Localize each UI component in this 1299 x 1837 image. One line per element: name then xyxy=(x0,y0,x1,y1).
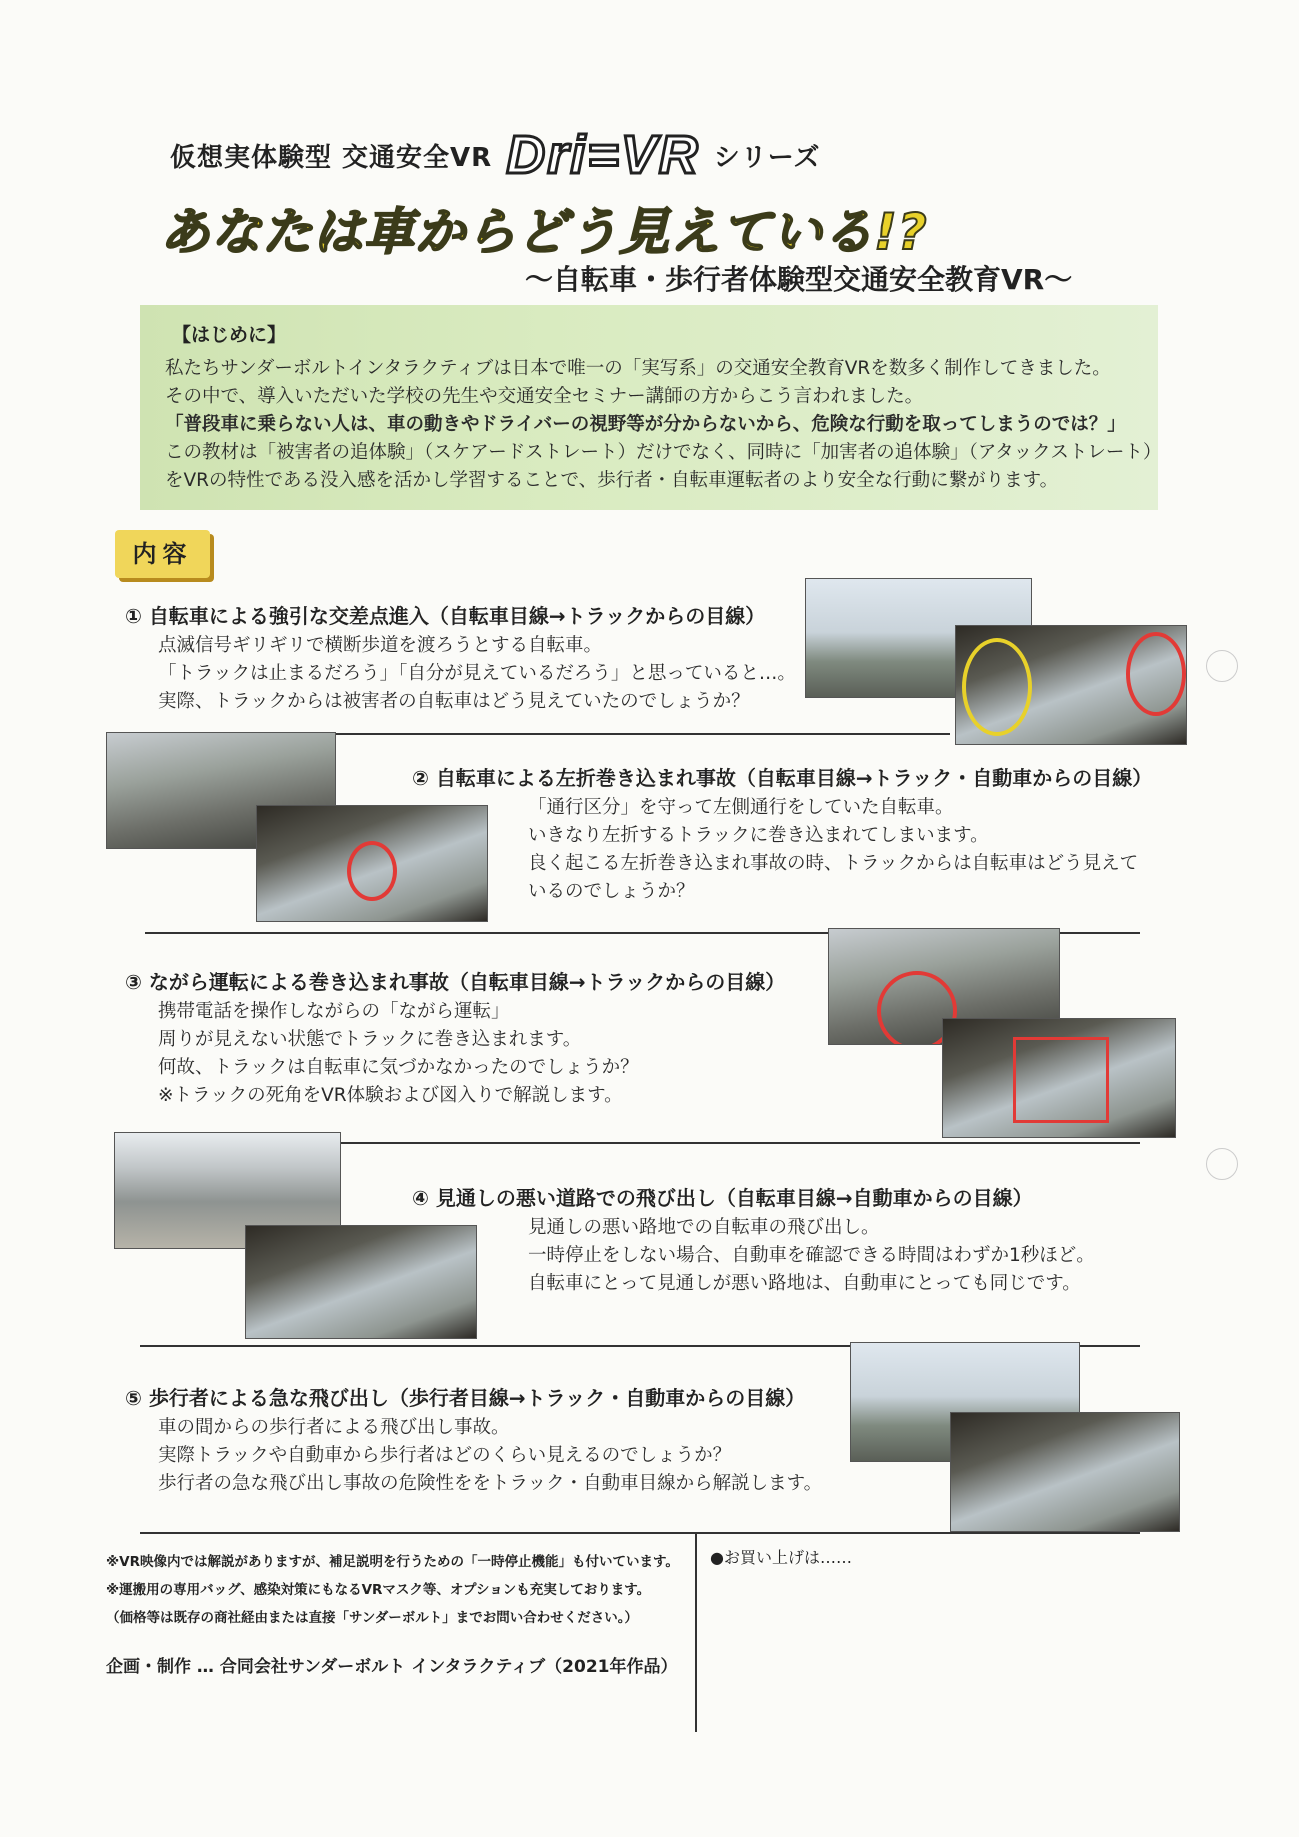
section-1-line: 「トラックは止まるだろう」「自分が見えているだろう」と思っていると…。 xyxy=(158,663,796,684)
footer-note: ※VR映像内では解説がありますが、補足説明を行うための「一時停止機能」も付いています。 xyxy=(106,1554,679,1570)
section-3-line: ※トラックの死角をVR体験および図入りで解説します。 xyxy=(158,1085,623,1106)
section-3-title: ③ ながら運転による巻き込まれ事故（自転車目線→トラックからの目線） xyxy=(125,970,786,994)
section-3-line: 周りが見えない状態でトラックに巻き込まれます。 xyxy=(158,1029,582,1050)
binder-hole xyxy=(1206,650,1238,682)
section-2-title: ② 自転車による左折巻き込まれ事故（自転車目線→トラック・自動車からの目線） xyxy=(412,766,1153,790)
section-4-body xyxy=(528,1214,1095,1298)
header-suffix: シリーズ xyxy=(713,142,821,173)
section-5-line: 車の間からの歩行者による飛び出し事故。 xyxy=(158,1417,510,1438)
section-3-line: 何故、トラックは自転車に気づかなかったのでしょうか？ xyxy=(158,1057,639,1078)
section-divider xyxy=(140,1532,1140,1534)
section-5-body xyxy=(158,1414,822,1498)
section-divider xyxy=(335,1142,1140,1144)
production-credit: 企画・制作 … 合同会社サンダーボルト インタラクティブ（2021年作品） xyxy=(106,1657,678,1677)
purchase-label: ●お買い上げは…… xyxy=(710,1548,852,1567)
blind-spot-frame xyxy=(1013,1037,1109,1123)
main-title: あなたは車からどう見えている!? xyxy=(160,203,928,261)
section-5-line: 歩行者の急な飛び出し事故の危険性ををトラック・自動車目線から解説します。 xyxy=(158,1473,823,1494)
intro-line: 私たちサンダーボルトインタラクティブは日本で唯一の「実写系」の交通安全教育VRを数多く制作してきました。 xyxy=(165,358,1111,379)
section-1-body xyxy=(158,632,796,716)
section-3-photo-blind-spot xyxy=(942,1018,1176,1138)
section-1-line: 点滅信号ギリギリで横断歩道を渡ろうとする自転車。 xyxy=(158,635,603,656)
section-5-line: 実際トラックや自動車から歩行者はどのくらい見えるのでしょうか？ xyxy=(158,1445,732,1466)
section-5-photo-pedestrian-view xyxy=(950,1412,1180,1532)
section-2-line: いるのでしょうか？ xyxy=(528,881,695,902)
footer-note: ※運搬用の専用バッグ、感染対策にもなるVRマスク等、オプションも充実しております。 xyxy=(106,1582,651,1598)
section-2-line: 「通行区分」を守って左側通行をしていた自転車。 xyxy=(528,797,954,818)
intro-line: その中で、導入いただいた学校の先生や交通安全セミナー講師の方からこう言われました。 xyxy=(165,386,924,407)
section-1-title: ① 自転車による強引な交差点進入（自転車目線→トラックからの目線） xyxy=(125,604,766,628)
section-4-line: 見通しの悪い路地での自転車の飛び出し。 xyxy=(528,1217,880,1238)
section-3-line: 携帯電話を操作しながらの「ながら運転」 xyxy=(158,1001,510,1022)
subtitle: ～自転車・歩行者体験型交通安全教育VR～ xyxy=(525,263,1073,296)
header-series-line xyxy=(170,125,821,185)
dri-vr-logo: Dri=VR xyxy=(506,125,700,185)
footer-divider xyxy=(695,1534,697,1732)
header-prefix: 仮想実体験型 交通安全VR xyxy=(170,142,493,173)
contents-label: 内容 xyxy=(115,530,210,578)
section-2-body xyxy=(528,794,1138,906)
intro-line-emphasis: 「普段車に乗らない人は、車の動きやドライバーの視野等が分からないから、危険な行動を取ってしまうのでは？」 xyxy=(165,414,1126,435)
section-1-photo-cab-view xyxy=(955,625,1187,745)
binder-hole xyxy=(1206,1148,1238,1180)
section-4-line: 一時停止をしない場合、自動車を確認できる時間はわずか1秒ほど。 xyxy=(528,1245,1095,1266)
highlight-circle xyxy=(347,841,397,901)
intro-line: をVRの特性である没入感を活かし学習することで、歩行者・自転車運転者のより安全な行動に繋がります。 xyxy=(165,470,1059,491)
section-2-line: いきなり左折するトラックに巻き込まれてしまいます。 xyxy=(528,825,989,846)
highlight-circle xyxy=(962,638,1032,736)
section-4-title: ④ 見通しの悪い道路での飛び出し（自転車目線→自動車からの目線） xyxy=(412,1186,1033,1210)
intro-heading: 【はじめに】 xyxy=(172,324,287,346)
intro-line: この教材は「被害者の追体験」（スケアードストレート）だけでなく、同時に「加害者の追体験」（アタックストレート） xyxy=(165,442,1162,463)
section-2-photo-truck-view xyxy=(256,805,488,922)
section-5-title: ⑤ 歩行者による急な飛び出し（歩行者目線→トラック・自動車からの目線） xyxy=(125,1386,806,1410)
highlight-circle xyxy=(1126,632,1186,716)
section-3-body xyxy=(158,998,639,1110)
section-4-photo-car-view xyxy=(245,1225,477,1339)
section-1-line: 実際、トラックからは被害者の自転車はどう見えていたのでしょうか？ xyxy=(158,691,750,712)
section-2-line: 良く起こる左折巻き込まれ事故の時、トラックからは自転車はどう見えて xyxy=(528,853,1139,874)
section-4-line: 自転車にとって見通しが悪い路地は、自動車にとっても同じです。 xyxy=(528,1273,1081,1294)
footer-note: （価格等は既存の商社経由または直接「サンダーボルト」までお問い合わせください。） xyxy=(106,1610,639,1626)
